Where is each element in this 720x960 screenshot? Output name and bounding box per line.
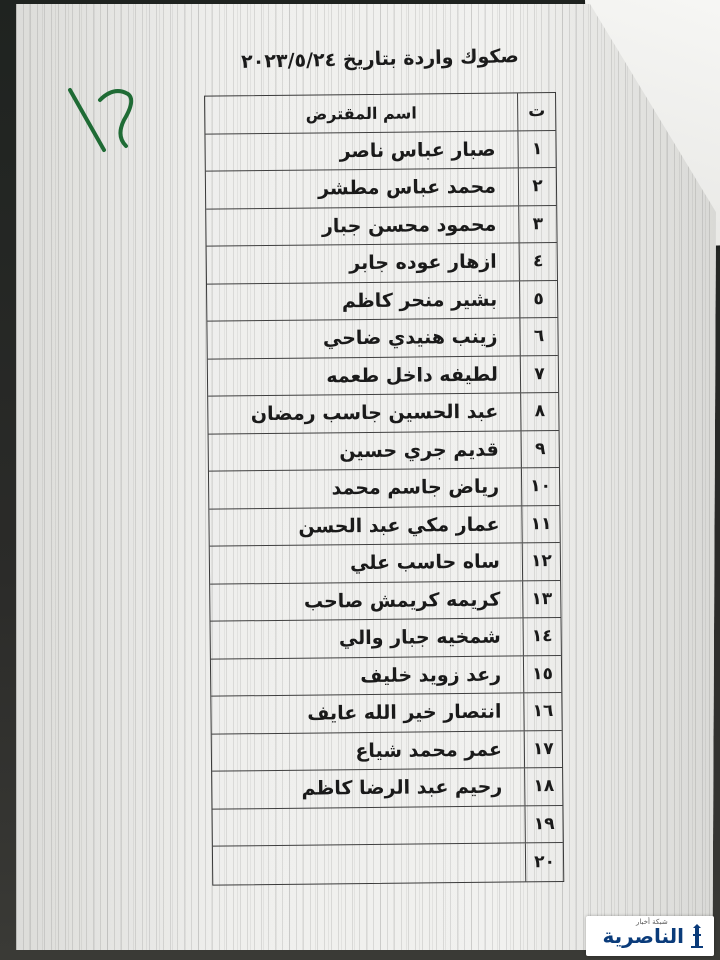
- header-num: ت: [517, 93, 555, 130]
- borrower-name: محمود محسن جبار: [321, 213, 497, 238]
- row-number: ١: [517, 131, 555, 168]
- table-row: [209, 505, 559, 546]
- row-number: ٢: [518, 168, 556, 205]
- table-row: [206, 168, 556, 209]
- document-title: صكوك واردة بتاريخ ٢٠٢٣/٥/٢٤: [240, 45, 520, 73]
- borrower-name: عبد الحسين جاسب رمضان: [250, 400, 499, 426]
- row-number: ٤: [519, 243, 557, 280]
- table-row: [211, 693, 561, 734]
- borrower-name: قديم جري حسين: [339, 438, 499, 463]
- table-row: [209, 468, 559, 509]
- borrower-name: رياض جاسم محمد: [331, 475, 500, 500]
- borrower-name: [213, 843, 525, 884]
- row-number: ١٨: [524, 768, 562, 805]
- row-number: ١١: [521, 505, 559, 542]
- borrower-name: رعد زويد خليف: [360, 663, 502, 687]
- borrowers-table: [204, 92, 564, 885]
- watermark-subtitle: شبكة أخبار: [636, 918, 668, 926]
- table-row: [211, 655, 561, 696]
- borrower-name: عمار مكي عبد الحسن: [298, 513, 500, 538]
- handwritten-mark-drawing: [66, 80, 146, 160]
- table-row: [207, 318, 557, 359]
- borrower-name: محمد عباس مطشر: [317, 175, 497, 200]
- table-row: [212, 768, 562, 809]
- minaret-icon: [688, 924, 706, 948]
- borrower-name: عمر محمد شياع: [355, 738, 502, 762]
- borrower-name: رحيم عبد الرضا كاظم: [301, 775, 503, 800]
- borrower-name: ازهار عوده جابر: [349, 250, 497, 275]
- row-number: ٢٠: [525, 843, 563, 881]
- row-number: ١٣: [522, 580, 560, 617]
- table-row: [209, 430, 559, 471]
- header-name: اسم المقترض: [305, 103, 417, 124]
- borrower-name: ساه حاسب علي: [349, 550, 501, 575]
- row-number: ١٦: [523, 693, 561, 730]
- row-number: ١٧: [524, 730, 562, 767]
- table-row: [211, 618, 561, 659]
- row-number: ١٥: [523, 655, 561, 692]
- borrower-name: لطيفه داخل طعمه: [326, 363, 499, 388]
- row-number: ١٢: [522, 543, 560, 580]
- table-row: [213, 843, 563, 884]
- table-row: [205, 131, 555, 172]
- table-row: [207, 281, 557, 322]
- borrower-name: كريمه كريمش صاحب: [303, 588, 501, 613]
- table-row: [212, 730, 562, 771]
- table-row: [208, 355, 558, 396]
- borrower-name: شمخيه جبار والي: [338, 625, 501, 650]
- row-number: ٩: [521, 430, 559, 467]
- table-header-row: [205, 93, 555, 134]
- borrower-name: انتصار خير الله عايف: [307, 700, 502, 725]
- borrower-name: [212, 806, 524, 846]
- table-row: [210, 580, 560, 621]
- borrower-name: بشير منحر كاظم: [341, 288, 498, 313]
- row-number: ١٤: [523, 618, 561, 655]
- table-row: [210, 543, 560, 584]
- table-row: [212, 805, 562, 846]
- row-number: ١٠: [521, 468, 559, 505]
- row-number: ٧: [520, 355, 558, 392]
- borrower-name: صبار عباس ناصر: [339, 138, 496, 163]
- watermark-name: الناصرية: [602, 924, 684, 948]
- row-number: ٥: [519, 281, 557, 318]
- borrower-name: زينب هنيدي ضاحي: [322, 325, 498, 350]
- table-row: [208, 393, 558, 434]
- table-row: [207, 243, 557, 284]
- row-number: ٣: [518, 206, 556, 243]
- table-row: [206, 206, 556, 247]
- handwritten-mark: [66, 80, 146, 160]
- row-number: ٦: [519, 318, 557, 355]
- row-number: ٨: [520, 393, 558, 430]
- row-number: ١٩: [524, 805, 562, 842]
